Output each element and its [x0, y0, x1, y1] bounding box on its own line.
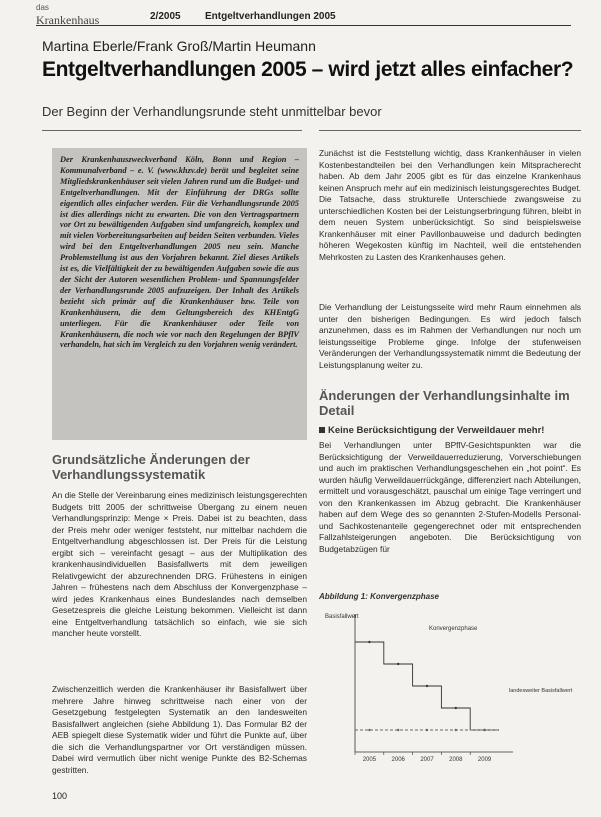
- right-para-2-wrap: [319, 302, 581, 371]
- right-para-3-wrap: [319, 440, 581, 555]
- right-paragraph-2: Die Verhandlung der Leistungsseite wird mehr Raum einnehmen als unter den bisherigen Bedingungen. Es wird jedoch falsch anzunehmen, dass es im Rahmen der Verhandlungen nur noch um leistungsseitige Probleme ginge. Infolge der stufenweisen Veränderungen der Verhandlungssystematik nimmt die Bedeutung der Leistungsplanung weiter zu.: [319, 302, 581, 370]
- article-subtitle: Der Beginn der Verhandlungsrunde steht unmittelbar bevor: [42, 104, 382, 119]
- data-point: [368, 641, 370, 643]
- data-point: [397, 663, 399, 665]
- subtitle-rule-left: [42, 130, 302, 131]
- subsection-heading-verweildauer: [319, 425, 581, 436]
- chart-axes: [355, 614, 513, 752]
- chart-annotation: landesweiter Basisfallwert: [509, 688, 573, 694]
- x-tick-label: 2006: [391, 757, 405, 763]
- abstract-box: [52, 148, 307, 440]
- data-point: [455, 729, 457, 731]
- figure-caption: Abbildung 1: Konvergenzphase: [319, 592, 440, 601]
- page-number: 100: [52, 791, 68, 801]
- data-point: [483, 729, 485, 731]
- series-label: Konvergenzphase: [429, 626, 478, 632]
- data-point: [426, 685, 428, 687]
- data-point: [426, 729, 428, 731]
- right-paragraph-1: Zunächst ist die Feststellung wichtig, dass Krankenhäuser in vielen Kostenbestandteilen bei den Verhandlungen kein Mitspracherecht haben. Ab dem Jahr 2005 gibt es für das einzelne Krankenhaus keinen Anspruch mehr auf ein medizinisch leistungsgerechtes Budget. Die Tatsache, dass strukturelle Unterschiede zwangsweise zu unterschiedlichen Kosten bei der Leistungserbringung führen, bleibt in dem neuen System unberücksichtigt. So sind beispielsweise Krankenhäuser mit einer Pavillonbauweise und dadurch bedingten höheren Wegekosten künftig im Nachteil, weil die entstehenden Mehrkosten zu Lasten des Krankenhauses gehen.: [319, 148, 581, 262]
- square-bullet-icon: [319, 427, 325, 433]
- section-heading-detail: Änderungen der Verhandlungsinhalte im Detail: [319, 388, 570, 418]
- subtitle-rule-right: [319, 130, 581, 131]
- logo-main: Krankenhaus: [36, 13, 100, 27]
- y-axis-label: Basisfallwert: [325, 614, 359, 620]
- subsection-heading-text: Keine Berücksichtigung der Verweildauer mehr!: [328, 425, 545, 436]
- x-tick-label: 2005: [362, 757, 377, 763]
- convergence-chart: [319, 600, 581, 780]
- right-para-1-wrap: [319, 148, 581, 263]
- section-heading-systematik: Grundsätzliche Änderungen der Verhandlungssystematik: [52, 452, 250, 482]
- left-para-1-wrap: [52, 490, 307, 640]
- header-divider: [36, 25, 571, 26]
- data-point: [397, 729, 399, 731]
- abstract-text: Der Krankenhauszweckverband Köln, Bonn und Region – Kommunalverband – e. V. (www.khzv.de) berät und begleitet seine Mitgliedskrankenhäuser seit vielen Jahren rund um die Budget- und Entgeltverhandlungen. Mit der Einführung der DRGs sollte eigentlich alles einfacher werden. Für die Verhandlungsrunde 2005 ist dies allerdings nicht zu erwarten. Die von den Vertragspartnern vor Ort zu bewältigenden Aufgaben sind umfangreich, komplex und mit vielen Vorbereitungsarbeiten auf beiden Seiten verbunden. Vieles wird bei den Entgeltverhandlungen 2005 neu sein. Manche Problemstellung ist aus den Vorjahren bekannt. Ziel dieses Artikels ist es, die Vielfältigkeit der zu bewältigenden Aufgaben sowie die aus der Sicht der Autoren wesentlichen Problem- und Spannungsfelder der Verhandlungsrunde 2005 aufzuzeigen. Der Inhalt des Artikels bezieht sich primär auf die Krankenhäuser bzw. Teile von Krankenhäusern, die dem Geltungsbereich des KHEntgG unterliegen. Für die Krankenhäuser oder Teile von Krankenhäusern, die noch wie vor nach den Regelungen der BPflV verhandeln, hat sich im Vergleich zu den Vorjahren wenig verändert.: [60, 155, 299, 350]
- left-paragraph-2: Zwischenzeitlich werden die Krankenhäuser ihr Basisfallwert über mehrere Jahre hinweg schrittweise nach einer von der Gesetzgebung festgelegten Systematik an den landesweiten Basisfallwert angleichen (siehe Abbildung 1). Das Formular B2 der AEB spiegelt diese Systematik wider und führt die Punkte auf, über die sich die Verhandlungspartner vor Ort verständigen müssen. Dabei wird vermutlich über nicht wenige Punkte des B2-Schemas gestritten.: [52, 684, 307, 775]
- chart-ticks: [355, 752, 492, 763]
- article-title: Entgeltverhandlungen 2005 – wird jetzt alles einfacher?: [42, 58, 574, 81]
- data-point: [368, 729, 370, 731]
- right-subheading-wrap: [319, 425, 581, 436]
- left-paragraph-1: An die Stelle der Vereinbarung eines medizinisch leistungsgerechten Budgets tritt 2005 der schrittweise Übergang zu einem neuen Verhandlungsprinzip: Menge × Preis. Dabei ist zu beachten, dass der Preis mehr oder weniger feststeht, nur mittelbar nachdem die Entgeltverhandlung abgeschlossen ist. Der Preis für die Leistung ergibt sich – vereinfacht gesagt – aus der Multiplikation des krankenhausindividuellen Basisfallwerts mit dem jeweiligen Relativgewicht der abzurechnenden DRG. Frühestens in einigen Jahren – frühestens nach dem Abschluss der Konvergenzphase – wird jedes Krankenhaus eines Bundeslandes nach demselben Gesetzespreis die gleiche Leistung bekommen. Vielleicht ist dann eine Entgeltverhandlung tatsächlich so einfach, wie sie sich mancher heute vorstellt.: [52, 490, 307, 638]
- logo-small: das: [36, 3, 49, 12]
- chart-marks: [355, 641, 499, 731]
- left-para-2-wrap: [52, 684, 307, 776]
- article-authors: Martina Eberle/Frank Groß/Martin Heumann: [42, 38, 316, 54]
- right-paragraph-3: Bei Verhandlungen unter BPflV-Gesichtspunkten war die Berücksichtigung der Verweildauerreduzierung, Vorverschiebungen und auch im praktischen Verhandlungsgeschehen ein „hot point“. Es wurden häufig Verweildauerrückgänge, differenziert nach Abteilungen, ermittelt und vorausgeschätzt, pauschal um einige Tage verringert und von den Krankenkassen im Abzug gebracht. Die Krankenhäuser haben auf dem Wege des so genannten 2-Stufen-Modells Personal- und Sachkostenanteile gegengerechnet oder mit entsprechenden Fallzahlsteigerungen angeboten. Die Berücksichtigung von Budgetabzügen für: [319, 440, 581, 554]
- left-section: [52, 452, 307, 482]
- right-heading-wrap: [319, 388, 581, 418]
- x-tick-label: 2008: [449, 757, 463, 763]
- x-tick-label: 2009: [477, 757, 492, 763]
- data-point: [455, 707, 457, 709]
- x-tick-label: 2007: [420, 757, 434, 763]
- running-title: Entgeltverhandlungen 2005: [205, 11, 336, 22]
- issue-number: 2/2005: [150, 11, 181, 22]
